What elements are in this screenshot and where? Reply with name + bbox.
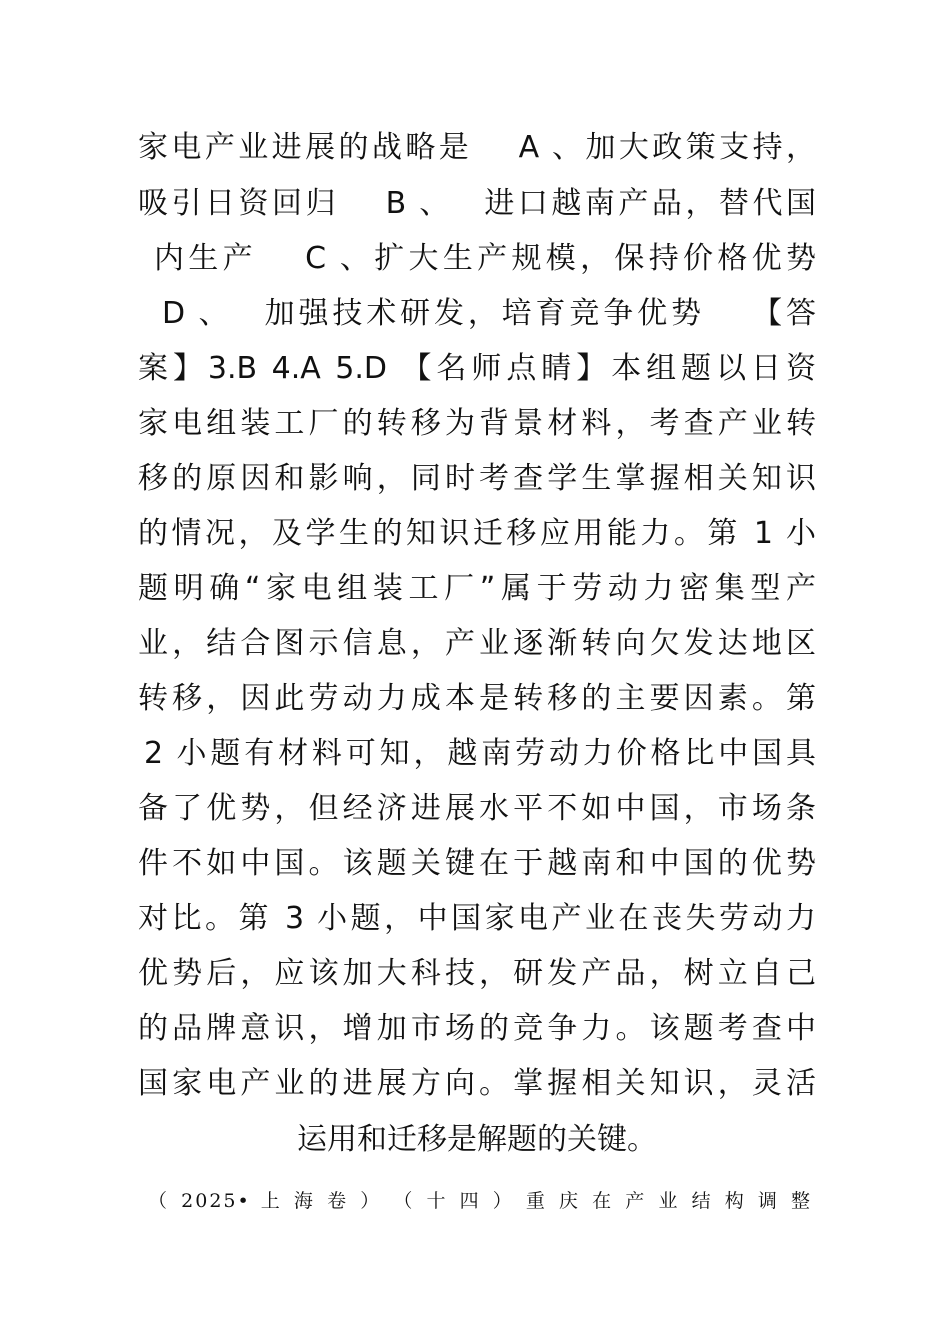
body-line: 优势后，应该加大科技，研发产品，树立自己 [138,956,816,991]
body-line: 2 小题有材料可知，越南劳动力价格比中国具 [144,736,816,771]
body-line: 吸引日资回归 B 、 进口越南产品，替代国 [138,186,816,221]
body-line: 件不如中国。该题关键在于越南和中国的优势 [138,846,816,881]
body-line: 家电组装工厂的转移为背景材料，考查产业转 [138,406,816,441]
body-line: 对比。第 3 小题，中国家电产业在丧失劳动力 [138,901,816,936]
body-line: 题明确“家电组装工厂”属于劳动力密集型产 [138,571,816,606]
body-line: 业，结合图示信息，产业逐渐转向欠发达地区 [138,626,816,661]
body-line: 家电产业进展的战略是 A 、加大政策支持， [138,130,816,165]
body-line: 国家电产业的进展方向。掌握相关知识，灵活 [138,1066,816,1101]
body-line: 内生产 C 、扩大生产规模，保持价格优势 [154,241,816,276]
body-line: 备了优势，但经济进展水平不如中国，市场条 [138,791,816,826]
body-line: 的情况，及学生的知识迁移应用能力。第 1 小 [138,516,816,551]
body-line: 移的原因和影响，同时考查学生掌握相关知识 [138,461,816,496]
body-line: 转移，因此劳动力成本是转移的主要因素。第 [138,681,816,716]
body-line: 的品牌意识，增加市场的竞争力。该题考查中 [138,1011,816,1046]
body-line: 案】3.B 4.A 5.D 【名师点睛】本组题以日资 [138,351,816,386]
body-line-last: 运用和迁移是解题的关键。 [297,1122,657,1157]
source-reference-line: （ 2025• 上 海 卷 ） （ 十 四 ） 重 庆 在 产 业 结 构 调 整 [148,1190,812,1212]
body-line: D 、 加强技术研发，培育竞争优势 【答 [162,296,816,331]
